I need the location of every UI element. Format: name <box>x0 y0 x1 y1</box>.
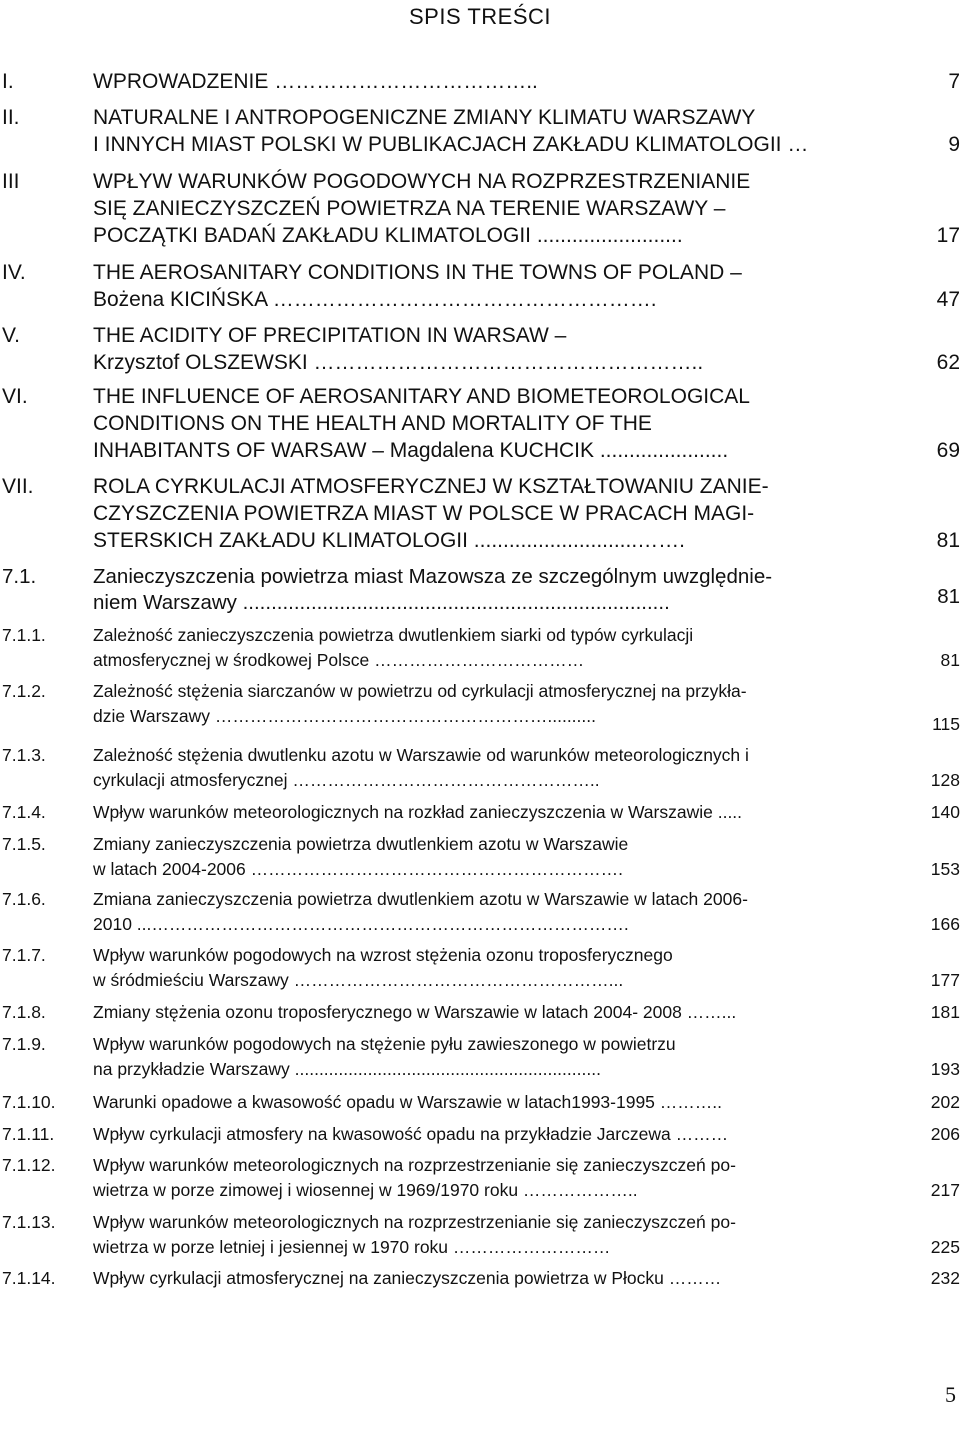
toc-entry-title <box>93 168 908 249</box>
toc-entry-title <box>93 1210 908 1260</box>
toc-entry-title <box>93 259 908 313</box>
toc-entry-title <box>93 564 908 616</box>
toc-entry-title-line: Wpływ cyrkulacji atmosferycznej na zanieczyszczenia powietrza w Płocku ……… <box>93 1268 722 1288</box>
toc-entry-page: 81 <box>940 650 960 670</box>
toc-entry-title-line: THE AEROSANITARY CONDITIONS IN THE TOWNS OF POLAND – <box>93 261 742 284</box>
toc-entry-number: 7.1.9. <box>2 1034 46 1054</box>
toc-entry-page: 217 <box>930 1180 960 1200</box>
toc-entry-title <box>93 68 908 95</box>
toc-entry-page: 232 <box>930 1268 960 1288</box>
toc-entry-title <box>93 832 908 882</box>
toc-entry-title-line: I INNYCH MIAST POLSKI W PUBLIKACJACH ZAKŁADU KLIMATOLOGII … <box>93 133 809 156</box>
toc-entry-page: 206 <box>930 1124 960 1144</box>
page-title: SPIS TREŚCI <box>408 4 552 29</box>
toc-entry-title <box>93 383 908 464</box>
toc-entry-title-line: Wpływ cyrkulacji atmosfery na kwasowość opadu na przykładzie Jarczewa ……… <box>93 1124 729 1144</box>
toc-entry-title <box>93 623 908 673</box>
toc-entry-title-line: Wpływ warunków pogodowych na stężenie pyłu zawieszonego w powietrzu <box>93 1034 676 1054</box>
toc-entry-title-line: Krzysztof OLSZEWSKI ……………………………………………….. <box>93 351 704 374</box>
toc-entry-number: 7.1.4. <box>2 802 46 822</box>
toc-entry-title-line: ROLA CYRKULACJI ATMOSFERYCZNEJ W KSZTAŁTOWANIU ZANIE- <box>93 475 769 498</box>
toc-entry-number: IV. <box>2 261 26 284</box>
toc-entry-number: 7.1.11. <box>2 1124 55 1144</box>
toc-entry-page: 62 <box>936 351 960 374</box>
toc-entry-title <box>93 679 908 729</box>
toc-entry-title-line: Zmiany stężenia ozonu troposferycznego w Warszawie w latach 2004- 2008 ……... <box>93 1002 737 1022</box>
toc-entry-title <box>93 1266 908 1291</box>
toc-entry-number: 7.1. <box>2 565 37 588</box>
toc-entry-page: 140 <box>930 802 960 822</box>
toc-entry-number: 7.1.1. <box>2 625 46 645</box>
toc-entry-title-line: Wpływ warunków meteorologicznych na rozkład zanieczyszczenia w Warszawie ..... <box>93 802 743 822</box>
toc-entry-title-line: Zmiany zanieczyszczenia powietrza dwutlenkiem azotu w Warszawie <box>93 834 629 854</box>
toc-entry-title-line: Zależność stężenia siarczanów w powietrzu od cyrkulacji atmosferycznej na przykła- <box>93 681 747 701</box>
toc-entry-page: 81 <box>937 585 960 608</box>
toc-entry-title-line: STERSKICH ZAKŁADU KLIMATOLOGII ............................……. <box>93 529 686 552</box>
toc-entry-number: 7.1.6. <box>2 889 46 909</box>
toc-entry-title-line: Wpływ warunków pogodowych na wzrost stężenia ozonu troposferycznego <box>93 945 673 965</box>
toc-entry-title-line: Wpływ warunków meteorologicznych na rozprzestrzenianie się zanieczyszczeń po- <box>93 1155 736 1175</box>
toc-entry-number: 7.1.13. <box>2 1212 56 1232</box>
toc-entry-page: 81 <box>936 529 960 552</box>
toc-entry-page: 153 <box>930 859 960 879</box>
toc-entry-number: 7.1.14. <box>2 1268 56 1288</box>
toc-entry-page: 9 <box>948 133 960 156</box>
toc-entry-title-line: SIĘ ZANIECZYSZCZEŃ POWIETRZA NA TERENIE WARSZAWY – <box>93 197 726 220</box>
toc-entry-number: V. <box>2 324 20 347</box>
toc-entry-number: 7.1.2. <box>2 681 46 701</box>
toc-entry-number: VII. <box>2 475 34 498</box>
toc-entry-title-line: INHABITANTS OF WARSAW – Magdalena KUCHCIK ...................... <box>93 439 729 462</box>
toc-entry-page: 202 <box>930 1092 960 1112</box>
toc-entry-title-line: w śródmieściu Warszawy ………………………………………………... <box>93 970 624 990</box>
toc-entry-number: 7.1.8. <box>2 1002 46 1022</box>
toc-entry-page: 115 <box>932 714 960 734</box>
toc-entry-title-line: w latach 2004-2006 ………………………………………………………. <box>93 859 623 879</box>
toc-entry-number: 7.1.7. <box>2 945 46 965</box>
page-number: 5 <box>945 1382 956 1407</box>
toc-entry-number: 7.1.3. <box>2 745 46 765</box>
toc-entry-title <box>93 800 908 825</box>
toc-entry-title <box>93 322 908 376</box>
toc-entry-title-line: WPŁYW WARUNKÓW POGODOWYCH NA ROZPRZESTRZENIANIE <box>93 170 751 193</box>
toc-entry-title-line: Zależność zanieczyszczenia powietrza dwutlenkiem siarki od typów cyrkulacji <box>93 625 694 645</box>
toc-entry-title <box>93 1090 908 1115</box>
toc-entry-title <box>93 943 908 993</box>
toc-entry-title <box>93 743 908 793</box>
toc-entry-title-line: cyrkulacji atmosferycznej …………………………………………….. <box>93 770 600 790</box>
toc-entry-title-line: THE ACIDITY OF PRECIPITATION IN WARSAW – <box>93 324 567 347</box>
toc-entry-title <box>93 1122 908 1147</box>
toc-entry-page: 193 <box>930 1059 960 1079</box>
toc-entry-page: 69 <box>936 439 960 462</box>
toc-entry-title-line: Zależność stężenia dwutlenku azotu w Warszawie od warunków meteorologicznych i <box>93 745 749 765</box>
toc-entry-title <box>93 887 908 937</box>
toc-entry-number: II. <box>2 106 20 129</box>
toc-entry-page: 7 <box>948 70 960 93</box>
toc-entry-number: 7.1.12. <box>2 1155 56 1175</box>
toc-entry-number: VI. <box>2 385 28 408</box>
toc-entry-title-line: Wpływ warunków meteorologicznych na rozprzestrzenianie się zanieczyszczeń po- <box>93 1212 736 1232</box>
toc-entry-title-line: POCZĄTKI BADAŃ ZAKŁADU KLIMATOLOGII ......................... <box>93 224 683 247</box>
toc-entry-title <box>93 1000 908 1025</box>
toc-entry-title-line: WPROWADZENIE ……………………………….. <box>93 70 538 93</box>
toc-entry-title <box>93 1153 908 1203</box>
toc-entry-title-line: NATURALNE I ANTROPOGENICZNE ZMIANY KLIMATU WARSZAWY <box>93 106 756 129</box>
toc-entry-title <box>93 473 908 554</box>
toc-entry-page: 181 <box>930 1002 960 1022</box>
toc-entry-title-line: wietrza w porze zimowej i wiosennej w 1969/1970 roku ……………….. <box>93 1180 638 1200</box>
toc-entry-page: 17 <box>936 224 960 247</box>
toc-entry-page: 47 <box>936 288 960 311</box>
toc-entry-page: 166 <box>930 914 960 934</box>
toc-entry-title-line: THE INFLUENCE OF AEROSANITARY AND BIOMETEOROLOGICAL <box>93 385 750 408</box>
toc-entry-title-line: atmosferycznej w środkowej Polsce ……………………………… <box>93 650 585 670</box>
toc-entry-title-line: dzie Warszawy ………………………………………………….......... <box>93 706 596 726</box>
toc-entry-title-line: CONDITIONS ON THE HEALTH AND MORTALITY OF THE <box>93 412 652 435</box>
toc-entry-title-line: wietrza w porze letniej i jesiennej w 1970 roku ……………………… <box>93 1237 611 1257</box>
toc-entry-title-line: Zanieczyszczenia powietrza miast Mazowsza ze szczególnym uwzględnie- <box>93 565 773 588</box>
toc-entry-number: I. <box>2 70 14 93</box>
toc-entry-page: 128 <box>930 770 960 790</box>
toc-entry-title-line: Zmiana zanieczyszczenia powietrza dwutlenkiem azotu w Warszawie w latach 2006- <box>93 889 748 909</box>
toc-entry-page: 225 <box>930 1237 960 1257</box>
toc-entry-title-line: na przykładzie Warszawy ............................................................... <box>93 1059 601 1079</box>
toc-entry-title-line: 2010 ...………………………………………………………………………. <box>93 914 629 934</box>
toc-entry-title-line: niem Warszawy ........................................................................... <box>93 591 670 614</box>
toc-entry-title-line: CZYSZCZENIA POWIETRZA MIAST W POLSCE W PRACACH MAGI- <box>93 502 755 525</box>
toc-entry-title-line: Warunki opadowe a kwasowość opadu w Warszawie w latach1993-1995 ……….. <box>93 1092 723 1112</box>
toc-entry-number: III <box>2 170 20 193</box>
toc-entry-page: 177 <box>930 970 960 990</box>
toc-entry-title-line: Bożena KICIŃSKA ………………………………………………. <box>93 288 657 311</box>
toc-entry-number: 7.1.5. <box>2 834 46 854</box>
toc-entry-title <box>93 1032 908 1082</box>
toc-entry-title <box>93 104 908 158</box>
toc-entry-number: 7.1.10. <box>2 1092 56 1112</box>
